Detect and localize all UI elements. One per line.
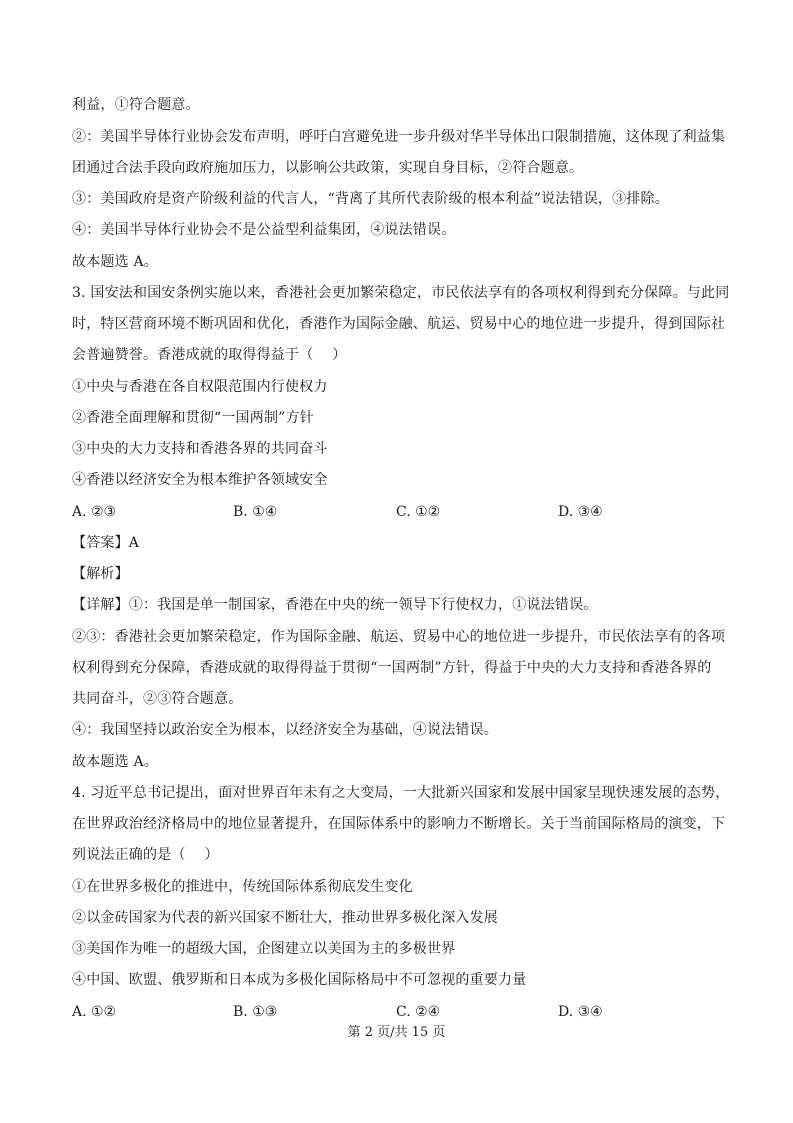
question-3-option-a: A. ②③ <box>72 504 117 520</box>
question-3-option-d: D. ③④ <box>558 504 603 520</box>
question-4-item: ④中国、欧盟、俄罗斯和日本成为多极化国际格局中不可忽视的重要力量 <box>72 972 527 988</box>
page-footer: 第 2 页/共 15 页 <box>347 1025 446 1040</box>
question-3-item: ①中央与香港在各自权限范围内行使权力 <box>72 379 328 395</box>
question-3-item: ②香港全面理解和贯彻“一国两制”方针 <box>72 410 314 426</box>
explanation-line: ②③：香港社会更加繁荣稳定，作为国际金融、航运、贸易中心的地位进一步提升，市民依法享有的各项 <box>72 629 726 645</box>
explanation-line: 共同奋斗，②③符合题意。 <box>72 691 243 707</box>
analysis-label: 【解析】 <box>72 566 129 582</box>
paragraph-line: ③：美国政府是资产阶级利益的代言人，“背离了其所代表阶级的根本利益”说法错误，③排除。 <box>72 191 669 207</box>
question-4-item: ①在世界多极化的推进中，传统国际体系彻底发生变化 <box>72 879 413 895</box>
question-3-stem: 时，特区营商环境不断巩固和优化，香港作为国际金融、航运、贸易中心的地位进一步提升，得到国际社 <box>72 316 726 332</box>
question-4-option-c: C. ②④ <box>396 1004 441 1020</box>
explanation-line: 【详解】①：我国是单一制国家，香港在中央的统一领导下行使权力，①说法错误。 <box>72 597 598 613</box>
question-4-stem: 4. 习近平总书记提出，面对世界百年未有之大变局，一大批新兴国家和发展中国家呈现快速发展的态势， <box>72 785 730 801</box>
paragraph-line: 团通过合法手段向政府施加压力，以影响公共政策，实现自身目标，②符合题意。 <box>72 160 584 176</box>
question-3-option-b: B. ①④ <box>233 504 278 520</box>
explanation-line: 权利得到充分保障，香港成就的取得得益于贯彻“一国两制”方针，得益于中央的大力支持和香港各界的 <box>72 660 712 676</box>
question-4-stem: 列说法正确的是（ ） <box>72 847 219 863</box>
paragraph-line: 利益，①符合题意。 <box>72 97 200 113</box>
question-3-option-c: C. ①② <box>396 504 441 520</box>
question-4-item: ②以金砖国家为代表的新兴国家不断壮大，推动世界多极化深入发展 <box>72 910 498 926</box>
paragraph-line: ②：美国半导体行业协会发布声明，呼吁白宫避免进一步升级对华半导体出口限制措施，这体现了利益集 <box>72 129 726 145</box>
question-3-item: ③中央的大力支持和香港各界的共同奋斗 <box>72 441 328 457</box>
paragraph-line: ④：美国半导体行业协会不是公益型利益集团，④说法错误。 <box>72 222 456 238</box>
question-3-stem: 3. 国安法和国安条例实施以来，香港社会更加繁荣稳定，市民依法享有的各项权利得到充分保障。与此同 <box>72 285 730 301</box>
explanation-line: 故本题选 A。 <box>72 754 158 770</box>
question-3-item: ④香港以经济安全为根本维护各领域安全 <box>72 472 328 488</box>
question-3-stem: 会普遍赞誉。香港成就的取得得益于（ ） <box>72 347 347 363</box>
paragraph-line: 故本题选 A。 <box>72 254 158 270</box>
question-4-option-a: A. ①② <box>72 1004 117 1020</box>
question-4-option-d: D. ③④ <box>558 1004 603 1020</box>
question-4-option-b: B. ①③ <box>233 1004 278 1020</box>
question-4-stem: 在世界政治经济格局中的地位显著提升，在国际体系中的影响力不断增长。关于当前国际格局的演变，下 <box>72 816 726 832</box>
question-4-item: ③美国作为唯一的超级大国，企图建立以美国为主的多极世界 <box>72 941 456 957</box>
explanation-line: ④：我国坚持以政治安全为根本，以经济安全为基础，④说法错误。 <box>72 722 498 738</box>
answer-label: 【答案】A <box>72 535 140 551</box>
